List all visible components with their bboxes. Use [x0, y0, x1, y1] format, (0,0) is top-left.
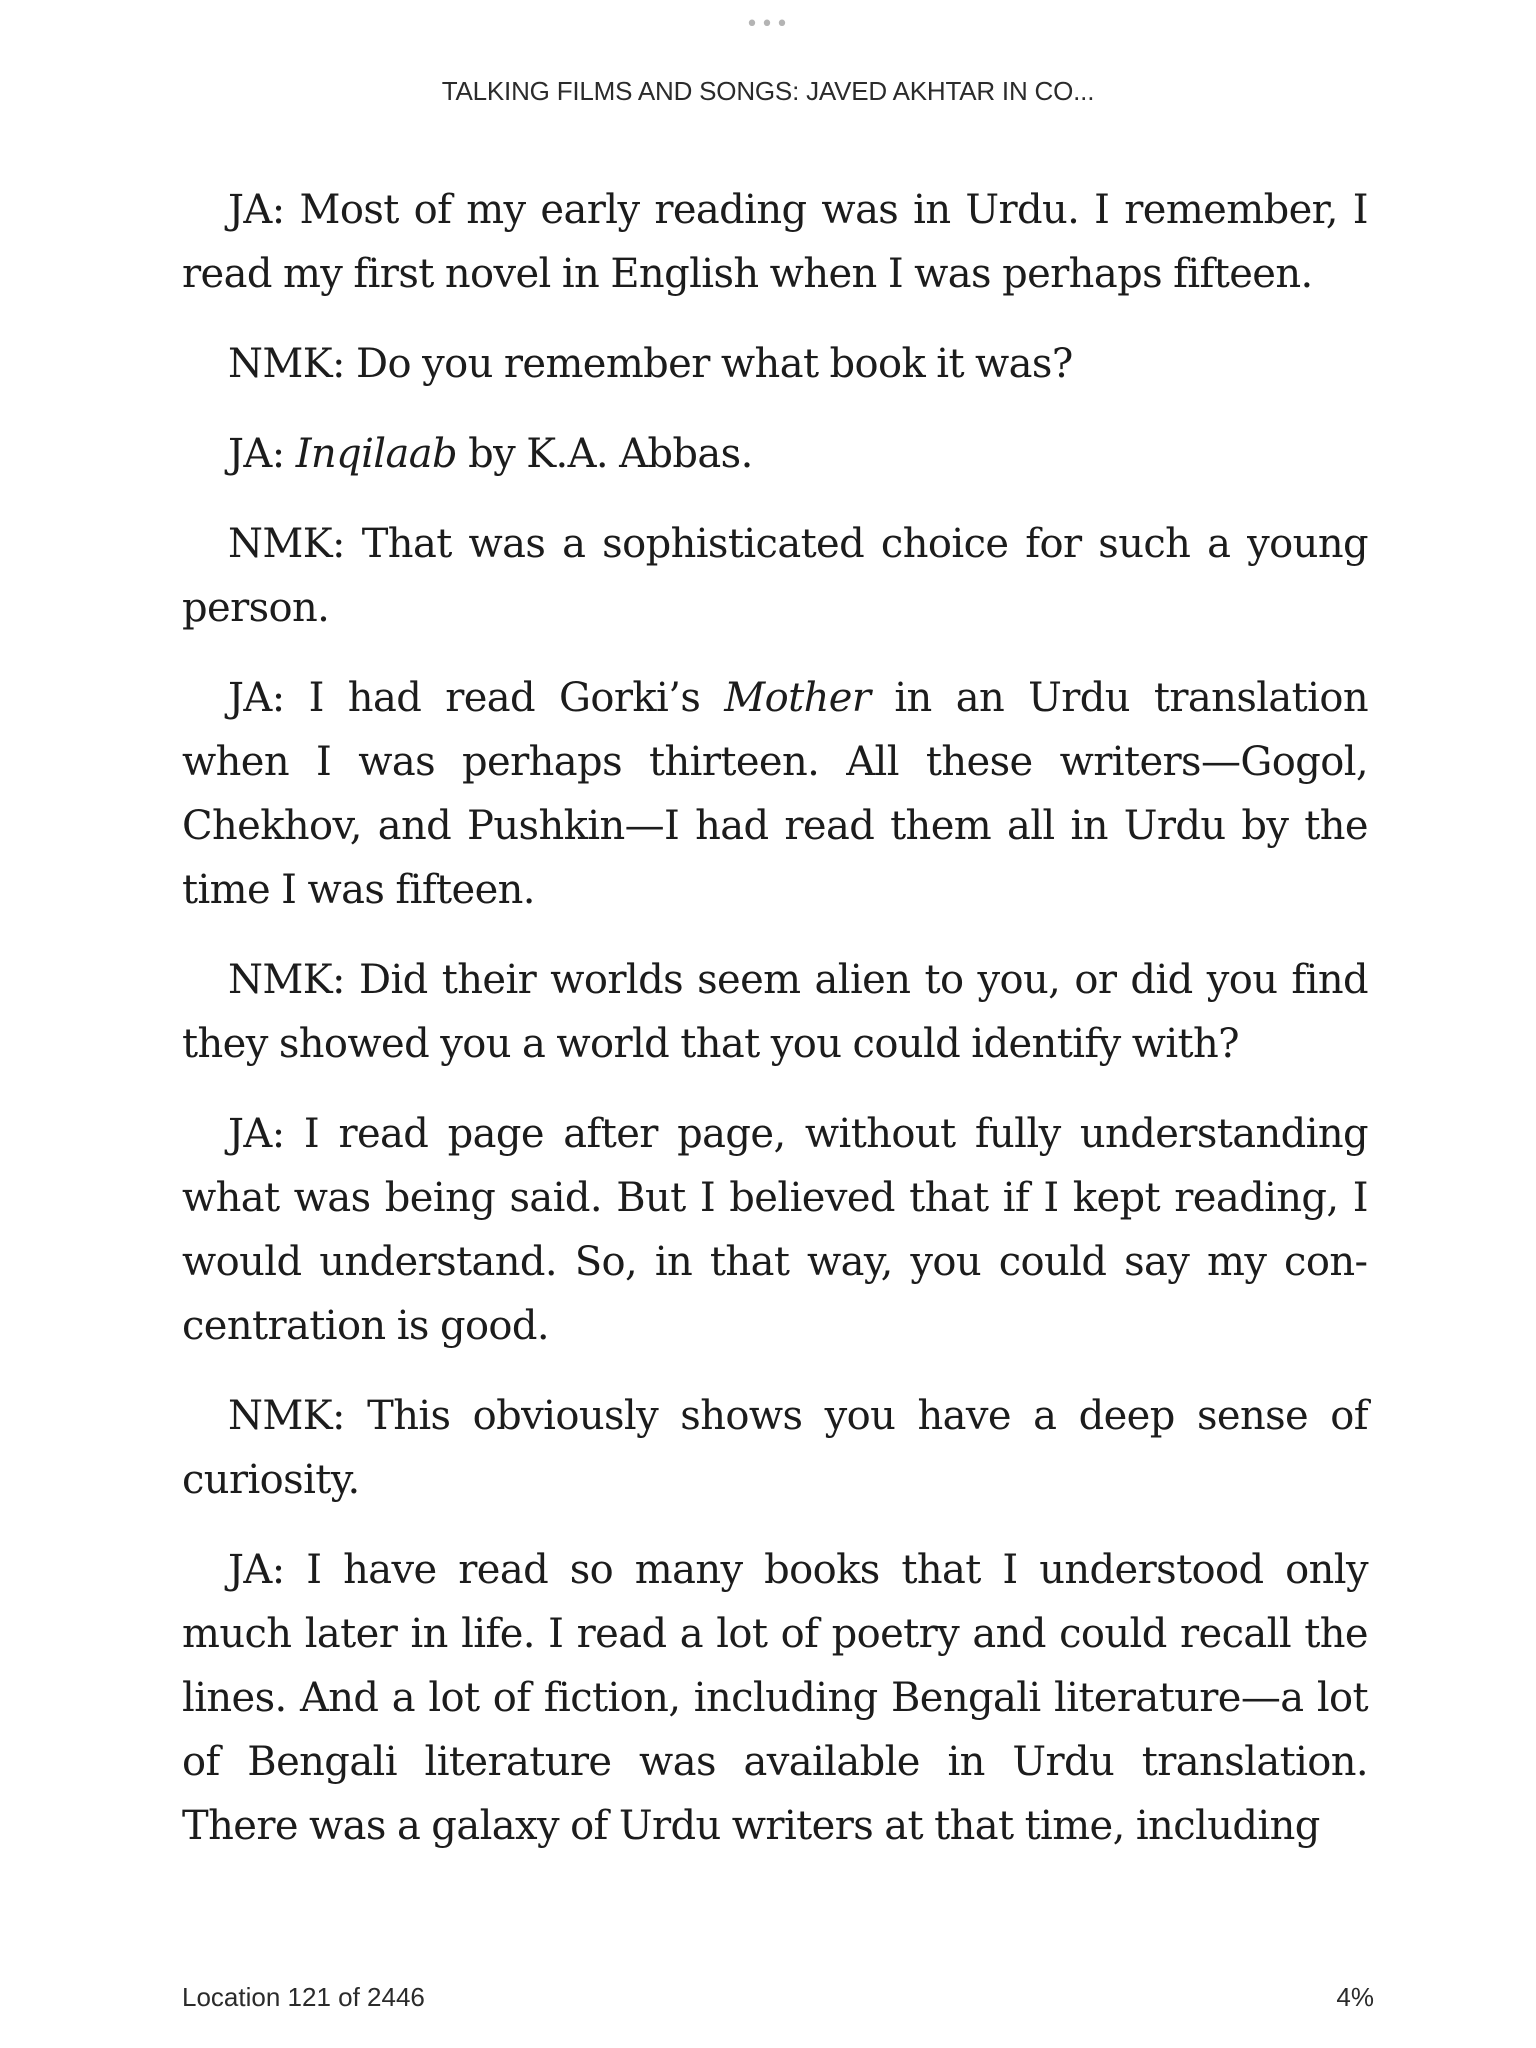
reader-menu-handle[interactable]: •••: [745, 12, 791, 37]
book-title-italic: Inqilaab: [295, 431, 457, 477]
paragraph-text: JA:: [228, 431, 296, 477]
paragraph: JA: I have read so many books that I understood only much later in life. I read a lot of poetry and could recall the lines. And a lot of fiction, including Bengali literature—a lot of Bengali literature was available in Urdu translation. There was a galaxy of Urdu writers at that time, including: [182, 1547, 1368, 1849]
book-title-italic: Mother: [724, 675, 871, 721]
paragraph-text: JA: I had read Gorki’s: [228, 675, 725, 721]
paragraph: [182, 666, 1368, 922]
location-indicator[interactable]: Location 121 of 2446: [182, 1982, 425, 2012]
paragraph-text: in an Urdu translation when I was perhaps thirteen. All these writers—Gogol, Chekhov, and Pushkin—I had read them all in Urdu by the time I was fifteen.: [182, 675, 1368, 913]
paragraph: NMK: That was a sophisticated choice for such a young person.: [182, 521, 1368, 631]
progress-percent: 4%: [1336, 1982, 1374, 2012]
paragraph-text: by K.A. Abbas.: [456, 431, 753, 477]
paragraph: NMK: This obviously shows you have a deep sense of curiosity.: [182, 1393, 1368, 1503]
reading-pane[interactable]: [182, 178, 1368, 1884]
paragraph: [182, 422, 1368, 486]
paragraph: JA: Most of my early reading was in Urdu. I remember, I read my first novel in English when I was perhaps fifteen.: [182, 187, 1368, 297]
paragraph: JA: I read page after page, without fully understanding what was being said. But I believed that if I kept reading, I would understand. So, in that way, you could say my concentration is good.: [182, 1111, 1368, 1349]
paragraph: NMK: Did their worlds seem alien to you, or did you find they showed you a world that you could identify with?: [182, 957, 1368, 1067]
book-title: TALKING FILMS AND SONGS: JAVED AKHTAR IN CO...: [441, 76, 1095, 106]
paragraph: NMK: Do you remember what book it was?: [228, 341, 1073, 387]
